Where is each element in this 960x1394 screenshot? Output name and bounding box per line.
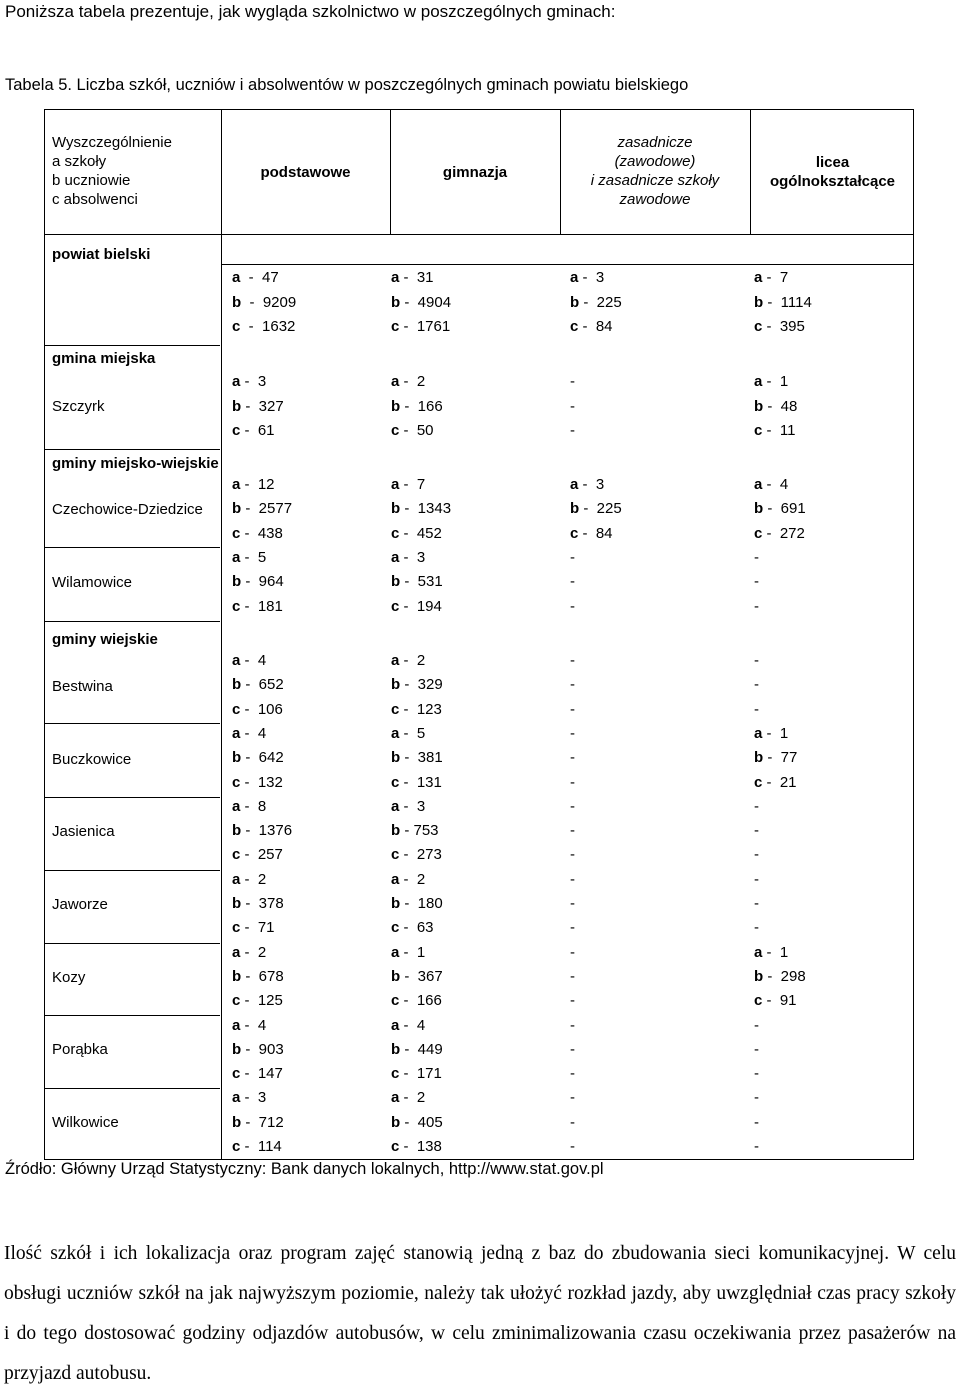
table-cell: - <box>754 870 759 888</box>
table-cell: a - 1 <box>754 724 789 742</box>
table-cell: - <box>754 700 759 718</box>
gmina-name: Szczyrk <box>52 398 105 415</box>
table-cell: - <box>570 1040 575 1058</box>
table-cell: - <box>570 846 575 864</box>
table-cell: b - 1343 <box>391 500 452 518</box>
table-cell: - <box>570 422 575 439</box>
table-cell: b - 1376 <box>232 822 293 840</box>
table-cell: a - 2 <box>391 373 426 390</box>
table-cell: - <box>570 573 575 591</box>
table-cell: b - 964 <box>232 573 284 591</box>
table-cell: c - 452 <box>391 524 442 542</box>
table-cell: a - 3 <box>391 548 426 566</box>
table-cell: c - 273 <box>391 846 442 864</box>
gmina-name: Kozy <box>52 969 86 986</box>
source-note: Źródło: Główny Urząd Statystyczny: Bank danych lokalnych, http://www.stat.gov.pl <box>5 1160 604 1178</box>
table-cell: b - 77 <box>754 749 798 767</box>
table-cell: b - 378 <box>232 895 284 912</box>
table-cell: - <box>570 797 575 815</box>
intro-text: Poniższa tabela prezentuje, jak wygląda szkolnictwo w poszczególnych gminach: <box>5 2 616 21</box>
table-cell: - <box>754 797 759 815</box>
section-gmina-miejska: gmina miejska <box>52 350 156 367</box>
gmina-name: Jasienica <box>52 823 115 840</box>
table-cell: b - 381 <box>391 749 443 767</box>
table-cell: c - 63 <box>391 919 434 937</box>
table-cell: b - 9209 <box>232 293 297 311</box>
table-cell: a - 4 <box>232 724 267 742</box>
table-cell: - <box>570 1138 575 1155</box>
table-cell: a - 31 <box>391 269 434 286</box>
table-cell: c - 1632 <box>232 318 296 335</box>
table-cell: c - 395 <box>754 318 805 335</box>
table-cell: c - 194 <box>391 597 442 615</box>
table-cell: a - 5 <box>232 548 267 566</box>
table-cell: - <box>754 573 759 591</box>
table-cell: c - 131 <box>391 773 442 791</box>
table-cell: - <box>754 846 759 864</box>
table-cell: - <box>570 700 575 718</box>
table-cell: - <box>754 822 759 840</box>
table-cell: - <box>570 652 575 669</box>
table-cell: c - 125 <box>232 992 283 1010</box>
table-cell: - <box>754 1040 759 1058</box>
table-cell: a - 3 <box>570 269 605 286</box>
gmina-name: Porąbka <box>52 1041 108 1058</box>
table-cell: a - 8 <box>232 797 267 815</box>
table-cell: c - 71 <box>232 919 275 937</box>
table-cell: - <box>570 822 575 840</box>
table-cell: - <box>570 597 575 615</box>
table-cell: c - 438 <box>232 524 283 542</box>
table-cell: - <box>570 397 575 415</box>
gmina-name: Buczkowice <box>52 751 132 768</box>
schools-table <box>44 109 914 1160</box>
header-zasadnicze: zasadnicze (zawodowe) i zasadnicze szkoły zawodowe <box>590 134 720 208</box>
table-cell: b - 298 <box>754 967 806 985</box>
table-cell: a - 2 <box>391 870 426 888</box>
table-cell: - <box>570 992 575 1010</box>
table-cell: b - 48 <box>754 397 798 415</box>
table-cell: b - 2577 <box>232 500 293 518</box>
table-cell: c - 91 <box>754 992 797 1010</box>
table-cell: - <box>570 1113 575 1131</box>
table-cell: b - 652 <box>232 676 284 694</box>
section-gminy-w: gminy wiejskie <box>52 631 158 648</box>
table-cell: c - 147 <box>232 1065 283 1083</box>
table-cell: - <box>570 373 575 390</box>
gmina-name: Czechowice-Dziedzice <box>52 501 203 518</box>
table-cell: - <box>754 919 759 937</box>
table-cell: b - 329 <box>391 676 443 694</box>
table-cell: b - 449 <box>391 1040 443 1058</box>
table-cell: a - 3 <box>232 373 267 390</box>
table-cell: b - 1114 <box>754 293 812 311</box>
table-cell: b - 691 <box>754 500 806 518</box>
table-cell: a - 1 <box>391 943 426 961</box>
table-cell: a - 3 <box>391 797 426 815</box>
table-cell: b - 327 <box>232 397 284 415</box>
table-cell: - <box>754 1113 759 1131</box>
header-spec: Wyszczególnienie a szkoły b uczniowie c absolwenci <box>52 134 172 208</box>
gmina-name: Jaworze <box>52 896 108 913</box>
table-cell: b - 367 <box>391 967 443 985</box>
table-cell: - <box>754 1065 759 1083</box>
table-cell: a - 1 <box>754 943 789 961</box>
table-cell: - <box>570 1065 575 1083</box>
table-cell: c - 257 <box>232 846 283 864</box>
table-cell: a - 12 <box>232 476 275 493</box>
table-cell: - <box>570 943 575 961</box>
gmina-name: Wilkowice <box>52 1114 119 1131</box>
header-gimnazja: gimnazja <box>442 164 508 181</box>
table-cell: b - 903 <box>232 1040 284 1058</box>
table-cell: - <box>754 1089 759 1107</box>
table-cell: c - 1761 <box>391 318 451 335</box>
table-cell: a - 2 <box>391 1089 426 1107</box>
table-cell: c - 61 <box>232 422 275 439</box>
table-cell: c - 272 <box>754 524 805 542</box>
table-cell: - <box>570 870 575 888</box>
table-cell: a - 4 <box>391 1016 426 1034</box>
table-cell: b - 225 <box>570 293 622 311</box>
table-cell: c - 171 <box>391 1065 442 1083</box>
table-cell: a - 7 <box>754 269 789 286</box>
table-cell: - <box>570 676 575 694</box>
table-cell: c - 84 <box>570 524 613 542</box>
table-cell: a - 5 <box>391 724 426 742</box>
table-cell: a - 3 <box>232 1089 267 1107</box>
gmina-name: Wilamowice <box>52 574 133 591</box>
table-cell: - <box>570 773 575 791</box>
table-cell: - <box>754 548 759 566</box>
table-cell: - <box>570 895 575 912</box>
table-cell: a - 1 <box>754 373 789 390</box>
table-cell: b - 180 <box>391 895 443 912</box>
table-cell: - <box>754 1016 759 1034</box>
gmina-name: Bestwina <box>52 678 113 695</box>
table-cell: - <box>570 548 575 566</box>
table-cell: - <box>754 597 759 615</box>
table-cell: c - 123 <box>391 700 442 718</box>
table-cell: a - 7 <box>391 476 426 493</box>
table-cell: b - 405 <box>391 1113 443 1131</box>
table-cell: a - 2 <box>232 870 267 888</box>
table-cell: a - 4 <box>232 1016 267 1034</box>
table-cell: - <box>570 967 575 985</box>
table-cell: - <box>570 919 575 937</box>
table-cell: - <box>754 895 759 912</box>
table-cell: - <box>570 724 575 742</box>
table-cell: c - 21 <box>754 773 797 791</box>
body-paragraph: Ilość szkół i ich lokalizacja oraz program zajęć stanowią jedną z baz do zbudowania sieci komunikacyjnej. W celu obsługi uczniów szkół na jak najwyższym poziomie, należy tak ułożyć rozkład jazdy, aby uwzględniał czas pracy szkoły i do tego dostosować godziny odjazdów autobusów, w celu zminimalizowania czasu oczekiwania przez pasażerów na przyjazd autobusu. <box>4 1243 956 1384</box>
header-podstawowe: podstawowe <box>260 164 351 181</box>
table-cell: c - 50 <box>391 422 434 439</box>
table-cell: a - 2 <box>232 943 267 961</box>
table-cell: - <box>570 749 575 767</box>
table-cell: c - 166 <box>391 992 442 1010</box>
table-cell: b - 225 <box>570 500 622 518</box>
table-cell: b - 712 <box>232 1113 284 1131</box>
table-cell: b - 531 <box>391 573 443 591</box>
section-powiat: powiat bielski <box>52 246 151 263</box>
table-cell: b - 678 <box>232 967 284 985</box>
table-caption: Tabela 5. Liczba szkół, uczniów i absolwentów w poszczególnych gminach powiatu bielskiego <box>5 76 689 94</box>
table-cell: a - 47 <box>232 269 279 286</box>
section-gminy-mw: gminy miejsko-wiejskie <box>52 455 219 472</box>
table-cell: c - 11 <box>754 422 796 439</box>
table-cell: c - 114 <box>232 1138 282 1155</box>
table-cell: b - 753 <box>391 822 439 840</box>
table-cell: a - 4 <box>232 652 267 669</box>
table-cell: c - 84 <box>570 318 613 335</box>
table-cell: c - 138 <box>391 1138 442 1155</box>
table-cell: c - 106 <box>232 700 283 718</box>
table-cell: - <box>570 1089 575 1107</box>
table-cell: - <box>570 1016 575 1034</box>
header-licea: licea ogólnokształcące <box>769 154 896 190</box>
table-cell: b - 642 <box>232 749 284 767</box>
table-cell: a - 2 <box>391 652 426 669</box>
table-cell: a - 3 <box>570 476 605 493</box>
table-cell: c - 181 <box>232 597 283 615</box>
table-cell: - <box>754 676 759 694</box>
table-cell: b - 4904 <box>391 293 452 311</box>
table-cell: b - 166 <box>391 397 443 415</box>
table-cell: c - 132 <box>232 773 283 791</box>
table-cell: - <box>754 652 759 669</box>
table-cell: a - 4 <box>754 476 789 493</box>
table-cell: - <box>754 1138 759 1155</box>
